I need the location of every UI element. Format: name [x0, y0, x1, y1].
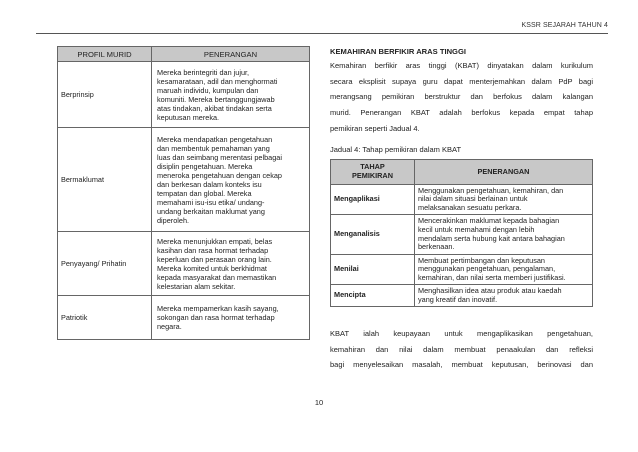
- table-row: [331, 185, 593, 215]
- profil-label: Bermaklumat: [58, 128, 152, 232]
- table-row: [331, 215, 593, 255]
- table-row: [331, 285, 593, 307]
- kbat-desc: Menggunakan pengetahuan, kemahiran, dan nilai dalam situasi berlainan untuk melaksanakan sesuatu perkara.: [415, 185, 593, 215]
- kbat-level: Mencipta: [331, 285, 415, 307]
- table-row: [58, 128, 310, 232]
- profil-desc: Mereka mempamerkan kasih sayang, sokongan dan rasa hormat terhadap negara.: [152, 296, 310, 340]
- table-caption: Jadual 4: Tahap pemikiran dalam KBAT: [330, 145, 462, 154]
- kbat-level: Menganalisis: [331, 215, 415, 255]
- profil-label: Penyayang/ Prihatin: [58, 232, 152, 296]
- profil-label: Berprinsip: [58, 62, 152, 128]
- running-header: KSSR SEJARAH TAHUN 4: [521, 22, 608, 29]
- profil-desc: Mereka mendapatkan pengetahuan dan membentuk pemahaman yang luas dan seimbang merentasi pelbagai disiplin pengetahuan. Mereka meneroka pengetahuan dengan cekap dan berkesan dalam konteks isu tempatan dan global. Mereka memahami isu-isu etika/ undang- undang berkaitan maklumat yang diperoleh.: [152, 128, 310, 232]
- profil-header-penerangan: PENERANGAN: [152, 47, 310, 62]
- table-row: [58, 296, 310, 340]
- section-title: KEMAHIRAN BERFIKIR ARAS TINGGI: [330, 47, 466, 56]
- kbat-desc: Membuat pertimbangan dan keputusan menggunakan pengetahuan, pengalaman, kemahiran, dan nilai serta memberi justifikasi.: [415, 255, 593, 285]
- table-row: [331, 255, 593, 285]
- kbat-desc: Menghasilkan idea atau produk atau kaedah yang kreatif dan inovatif.: [415, 285, 593, 307]
- kbat-table: [330, 159, 593, 307]
- profil-desc: Mereka menunjukkan empati, belas kasihan dan rasa hormat terhadap keperluan dan perasaan orang lain. Mereka komited untuk berkhidmat kepada masyarakat dan memastikan kelestarian alam sekitar.: [152, 232, 310, 296]
- page-number: 10: [314, 398, 324, 407]
- profil-label: Patriotik: [58, 296, 152, 340]
- table-row: [58, 62, 310, 128]
- header-rule: [36, 33, 608, 34]
- profil-desc: Mereka berintegriti dan jujur, kesamarataan, adil dan menghormati maruah individu, kumpulan dan komuniti. Mereka bertanggungjawab atas tindakan, akibat tindakan serta keputusan mereka.: [152, 62, 310, 128]
- kbat-level: Menilai: [331, 255, 415, 285]
- kbat-header-penerangan: PENERANGAN: [415, 160, 593, 185]
- profil-header-profil: PROFIL MURID: [58, 47, 152, 62]
- kbat-definition-paragraph: KBAT ialah keupayaan untuk mengaplikasikan pengetahuan, kemahiran dan nilai dalam membuat penaakulan dan refleksi bagi menyelesaikan masalah, membuat keputusan, berinovasi dan: [330, 329, 593, 370]
- profil-murid-table: [57, 46, 310, 340]
- kbat-header-tahap: TAHAP PEMIKIRAN: [331, 160, 415, 185]
- kbat-desc: Mencerakinkan maklumat kepada bahagian kecil untuk memahami dengan lebih mendalam serta hubung kait antara bahagian berkenaan.: [415, 215, 593, 255]
- kbat-intro-paragraph: Kemahiran berfikir aras tinggi (KBAT) dinyatakan dalam kurikulum secara eksplisit supaya guru dapat menterjemahkan dalam PdP bagi merangsang pemikiran berstruktur dan berfokus dalam kalangan murid. Penerangan KBAT adalah berfokus kepada empat tahap pemikiran seperti Jadual 4.: [330, 61, 593, 133]
- kbat-level: Mengaplikasi: [331, 185, 415, 215]
- table-row: [58, 232, 310, 296]
